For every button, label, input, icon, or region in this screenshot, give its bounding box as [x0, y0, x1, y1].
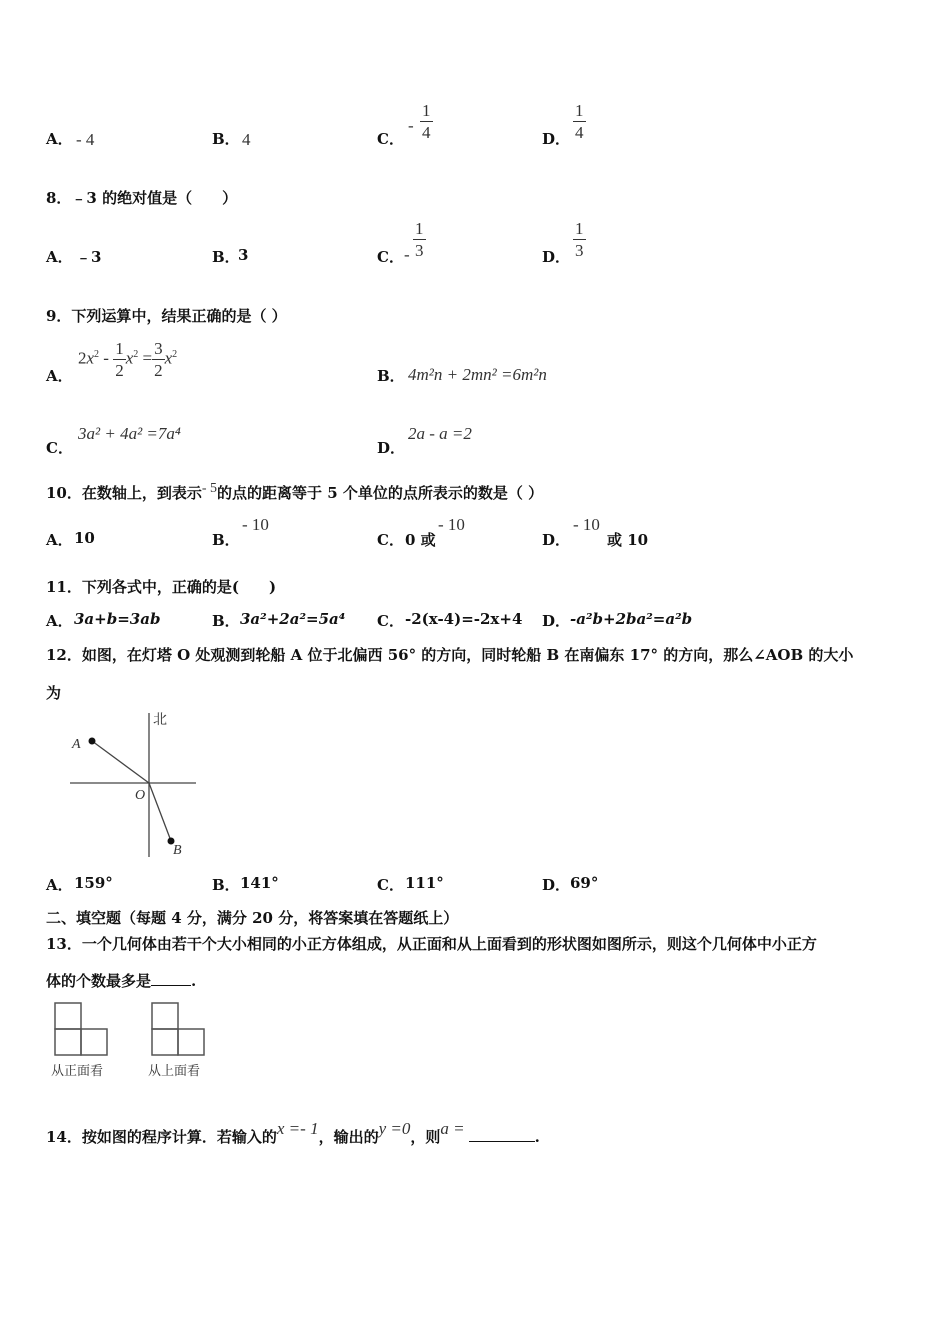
- fraction-numerator: 1: [575, 101, 584, 120]
- label-o: O: [135, 788, 146, 803]
- q7-option-a-label: A．: [46, 130, 73, 148]
- section-2-heading: 二、填空题（每题 4 分，满分 20 分，将答案填在答题纸上）: [46, 909, 459, 927]
- q12-stem-line1: 12．如图，在灯塔 O 处观测到轮船 A 位于北偏西 56° 的方向，同时轮船 B 在南偏东 17° 的方向，那么∠AOB 的大小: [46, 646, 854, 664]
- exp: 2: [133, 348, 139, 360]
- label-b: B: [173, 843, 182, 858]
- q11-option-c-label: C．: [377, 612, 404, 630]
- q10-option-c-value: - 10: [438, 515, 465, 534]
- q14-stem-mid2: ，则: [410, 1128, 441, 1146]
- q10-option-c-label: C．: [377, 531, 404, 549]
- ray-oa: [92, 741, 149, 783]
- q13-view-figures: [50, 1000, 215, 1082]
- point-a: [89, 738, 96, 745]
- q14-stem-mid: ，输出的: [318, 1128, 379, 1146]
- q8-option-a-value: ﹣3: [76, 248, 102, 266]
- q7-option-b-value: 4: [242, 130, 251, 149]
- q8-option-b-label: B．: [212, 248, 240, 266]
- q10-stem-post: 的点的距离等于 5 个单位的点所表示的数是（ ）: [217, 484, 544, 502]
- q10-option-d-post: 或 10: [607, 531, 649, 549]
- q9-option-d-label: D．: [377, 439, 406, 457]
- q8-option-c-label: C．: [377, 248, 404, 266]
- front-view-bottom-left-square: [55, 1029, 81, 1055]
- q12-option-b-value: 141°: [240, 874, 279, 892]
- fraction-denominator: 3: [575, 241, 584, 260]
- q12-option-b-label: B．: [212, 876, 240, 894]
- q10-option-a-value: 10: [74, 529, 95, 547]
- q10-option-d-value: - 10: [573, 515, 600, 534]
- ray-ob: [149, 783, 171, 841]
- q7-option-c-fraction: [420, 102, 433, 141]
- q14-stem-pre: 14．按如图的程序计算．若输入的: [46, 1128, 277, 1146]
- front-view-top-square: [55, 1003, 81, 1029]
- q10-stem: [46, 482, 543, 503]
- top-view-bottom-left-square: [152, 1029, 178, 1055]
- var: x: [86, 348, 95, 368]
- fraction-denominator: 2: [154, 361, 163, 380]
- q7-option-a-value: - 4: [76, 130, 95, 149]
- fraction: [113, 340, 126, 379]
- q14-stem-end: .: [534, 1128, 540, 1146]
- answer-blank: [469, 1141, 535, 1142]
- q9-option-d-expr: 2a - a =2: [408, 424, 472, 443]
- minus: -: [99, 348, 114, 368]
- q8-option-a-label: A．: [46, 248, 73, 266]
- var: x: [164, 348, 173, 368]
- q14-stem: [46, 1119, 540, 1147]
- q10-option-d-label: D．: [542, 531, 571, 549]
- q10-option-b-value: - 10: [242, 515, 269, 534]
- coef: 2: [78, 348, 87, 368]
- top-view-top-square: [152, 1003, 178, 1029]
- q11-stem: 11．下列各式中，正确的是( ): [46, 578, 277, 596]
- q11-option-a-label: A．: [46, 612, 73, 630]
- label-a: A: [72, 737, 81, 752]
- fraction: [152, 340, 165, 379]
- q12-compass-figure: [60, 705, 210, 865]
- q11-option-b-expr: 3a²+2a²=5a⁴: [240, 610, 346, 628]
- front-view: [55, 1003, 107, 1055]
- fraction-denominator: 3: [415, 241, 424, 260]
- q8-stem: 8．﹣3 的绝对值是（ ）: [46, 189, 238, 207]
- q12-option-d-label: D．: [542, 876, 571, 894]
- q9-option-a-label: A．: [46, 367, 73, 385]
- q12-stem-line2: 为: [46, 684, 62, 702]
- fraction-numerator: 3: [154, 339, 163, 358]
- q7-option-b-label: B．: [212, 130, 240, 148]
- q11-option-d-expr: -a²b+2ba²=a²b: [570, 610, 693, 628]
- fraction-denominator: 4: [422, 123, 431, 142]
- q13-stem-end: .: [191, 972, 197, 990]
- fraction-denominator: 4: [575, 123, 584, 142]
- q13-stem-line2: [46, 970, 196, 991]
- q7-option-c-sign: -: [408, 116, 414, 135]
- front-view-bottom-right-square: [81, 1029, 107, 1055]
- answer-blank: [151, 985, 191, 986]
- q12-option-c-label: C．: [377, 876, 404, 894]
- q12-option-a-label: A．: [46, 876, 73, 894]
- q8-option-d-label: D．: [542, 248, 571, 266]
- q13-stem-text: 体的个数最多是: [46, 972, 152, 990]
- q9-option-b-expr: 4m²n + 2mn² =6m²n: [408, 365, 547, 384]
- front-view-caption: 从正面看: [51, 1064, 104, 1079]
- q9-option-b-label: B．: [377, 367, 405, 385]
- q10-option-a-label: A．: [46, 531, 73, 549]
- equals: =: [138, 348, 153, 368]
- exp: 2: [94, 348, 100, 360]
- top-view-caption: 从上面看: [148, 1064, 201, 1079]
- q8-option-b-value: 3: [238, 246, 249, 264]
- q13-stem-line1: 13．一个几何体由若干个大小相同的小正方体组成，从正面和从上面看到的形状图如图所示，则这个几何体中小正方: [46, 935, 817, 953]
- q12-option-c-value: 111°: [405, 874, 444, 892]
- fraction-numerator: 1: [415, 219, 424, 238]
- fraction-denominator: 2: [115, 361, 124, 380]
- q9-option-c-label: C．: [46, 439, 73, 457]
- q14-y-expr: y =0: [378, 1119, 411, 1138]
- top-view-bottom-right-square: [178, 1029, 204, 1055]
- q8-option-d-fraction: [573, 220, 586, 259]
- top-view: [152, 1003, 204, 1055]
- exp: 2: [172, 348, 178, 360]
- q14-a-expr: a =: [440, 1119, 465, 1138]
- q7-option-d-label: D．: [542, 130, 571, 148]
- q9-stem: 9．下列运算中，结果正确的是（ ）: [46, 307, 287, 325]
- q11-option-a-expr: 3a+b=3ab: [74, 610, 161, 628]
- q9-option-c-expr: 3a² + 4a² =7a⁴: [78, 424, 181, 443]
- q7-option-c-label: C．: [377, 130, 404, 148]
- fraction-numerator: 1: [422, 101, 431, 120]
- q10-option-c-pre: 0 或: [405, 531, 436, 549]
- q12-option-d-value: 69°: [570, 874, 599, 892]
- q14-x-expr: x =- 1: [276, 1119, 319, 1138]
- q11-option-d-label: D．: [542, 612, 571, 630]
- q9-option-a-expr: [78, 340, 177, 379]
- q10-option-b-label: B．: [212, 531, 240, 549]
- north-label: 北: [153, 712, 167, 728]
- q8-option-c-sign: -: [404, 245, 410, 264]
- q11-option-c-expr: -2(x-4)=-2x+4: [405, 610, 523, 628]
- q12-option-a-value: 159°: [74, 874, 113, 892]
- fraction-numerator: 1: [115, 339, 124, 358]
- var: x: [125, 348, 134, 368]
- q8-option-c-fraction: [413, 220, 426, 259]
- q10-stem-value: - 5: [201, 481, 218, 496]
- q11-option-b-label: B．: [212, 612, 240, 630]
- fraction-numerator: 1: [575, 219, 584, 238]
- q10-stem-pre: 10．在数轴上，到表示: [46, 484, 202, 502]
- q7-option-d-fraction: [573, 102, 586, 141]
